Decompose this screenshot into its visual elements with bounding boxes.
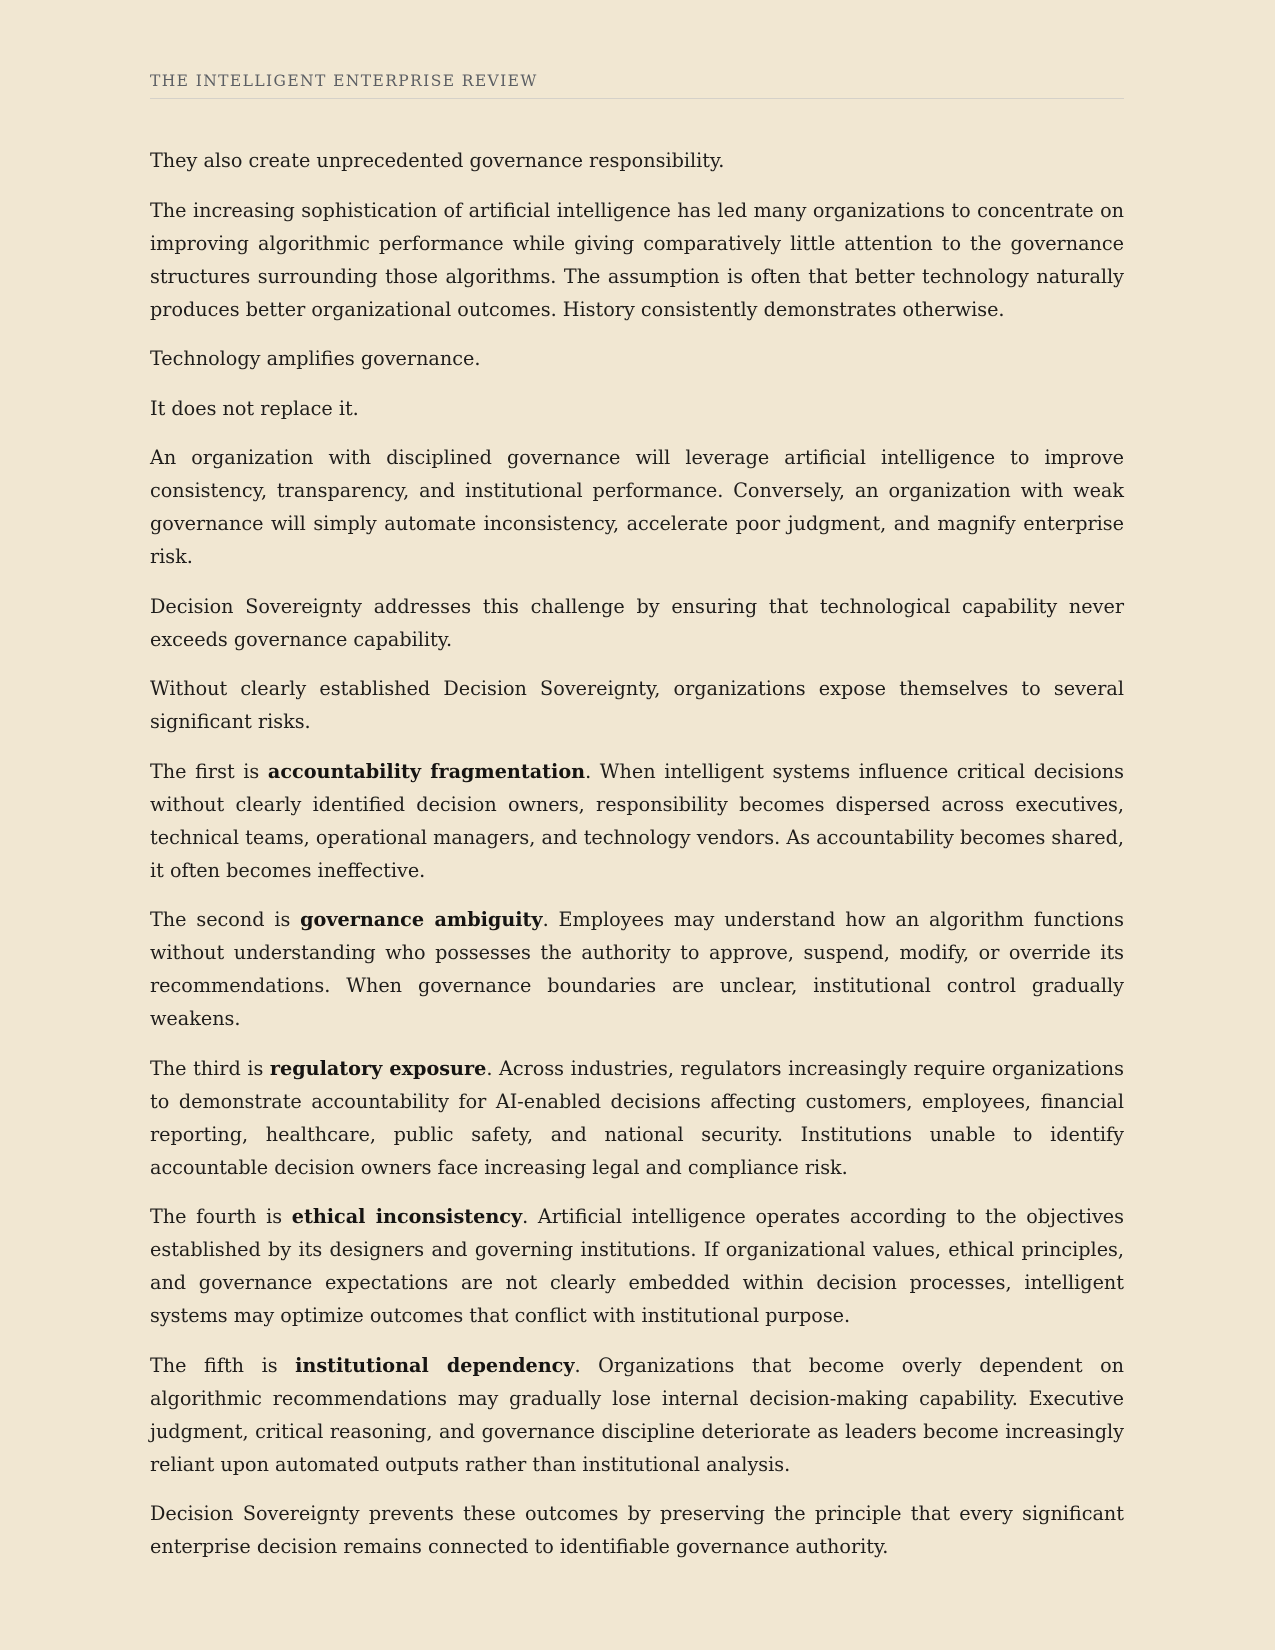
risk-term: regulatory exposure xyxy=(269,1056,487,1080)
paragraph: Decision Sovereignty prevents these outcomes by preserving the principle that every significant enterprise decision remains connected to identifiable governance authority. xyxy=(150,1502,1124,1558)
paragraph: An organization with disciplined governance will leverage artificial intelligence to improve consistency, transparency, and institutional performance. Conversely, an organization with weak governance will simply automate inconsistency, accelerate poor judgment, and magnify enterprise risk. xyxy=(150,446,1124,568)
risk-term: ethical inconsistency xyxy=(291,1205,523,1228)
risk-paragraph-dependency xyxy=(150,1349,1124,1481)
risk-lead: The fourth is xyxy=(150,1205,292,1228)
risk-body: . Employees may understand how an algorithm functions without understanding who possesses the authority to approve, suspend, modify, or override its recommendations. When governance boundaries are unclear, institutional control gradually weakens. xyxy=(150,908,1124,1030)
risk-term: governance ambiguity xyxy=(300,908,543,931)
risk-body: . Across industries, regulators increasingly require organizations to demonstrate accountability for AI-enabled decisions affecting customers, employees, financial reporting, healthcare, public safety, and national security. Institutions unable to identify accountable decision owners face increasing legal and compliance risk. xyxy=(150,1056,1124,1179)
risk-paragraph-regulatory xyxy=(150,1052,1124,1184)
risk-paragraph-governance xyxy=(150,903,1124,1035)
paragraph: Without clearly established Decision Sovereignty, organizations expose themselves to several significant risks. xyxy=(150,677,1124,733)
paragraph: It does not replace it. xyxy=(150,396,359,420)
risk-body: . When intelligent systems influence critical decisions without clearly identified decision owners, responsibility becomes dispersed across executives, technical teams, operational managers, and technology vendors. As accountability becomes shared, it often becomes ineffective. xyxy=(150,759,1124,882)
risk-term: accountability fragmentation xyxy=(267,759,586,783)
paragraph: Decision Sovereignty addresses this challenge by ensuring that technological capability never exceeds governance capability. xyxy=(150,594,1124,651)
document-page xyxy=(150,72,1124,1580)
risk-paragraph-ethical xyxy=(150,1200,1124,1332)
paragraph: The increasing sophistication of artificial intelligence has led many organizations to concentrate on improving algorithmic performance while giving comparatively little attention to the governance structures surrounding those algorithms. The assumption is often that better technology naturally produces better organizational outcomes. History consistently demonstrates otherwise. xyxy=(150,198,1124,321)
risk-lead: The third is xyxy=(150,1056,270,1080)
risk-lead: The fifth is xyxy=(150,1353,296,1377)
paragraph: They also create unprecedented governance responsibility. xyxy=(150,149,725,172)
risk-lead: The first is xyxy=(150,759,268,783)
risk-body: . Artificial intelligence operates according to the objectives established by its designers and governing institutions. If organizational values, ethical principles, and governance expectations are not clearly embedded within decision processes, intelligent systems may optimize outcomes that conflict with institutional purpose. xyxy=(150,1205,1124,1327)
paragraph: Technology amplifies governance. xyxy=(150,347,481,370)
risk-body: . Organizations that become overly dependent on algorithmic recommendations may gradually lose internal decision-making capability. Executive judgment, critical reasoning, and governance discipline deteriorate as leaders become increasingly reliant upon automated outputs rather than institutional analysis. xyxy=(150,1353,1124,1476)
running-header: THE INTELLIGENT ENTERPRISE REVIEW xyxy=(150,72,1124,99)
risk-lead: The second is xyxy=(150,908,301,931)
risk-paragraph-accountability xyxy=(150,755,1124,887)
risk-term: institutional dependency xyxy=(295,1353,575,1377)
article-body xyxy=(150,144,1124,1563)
